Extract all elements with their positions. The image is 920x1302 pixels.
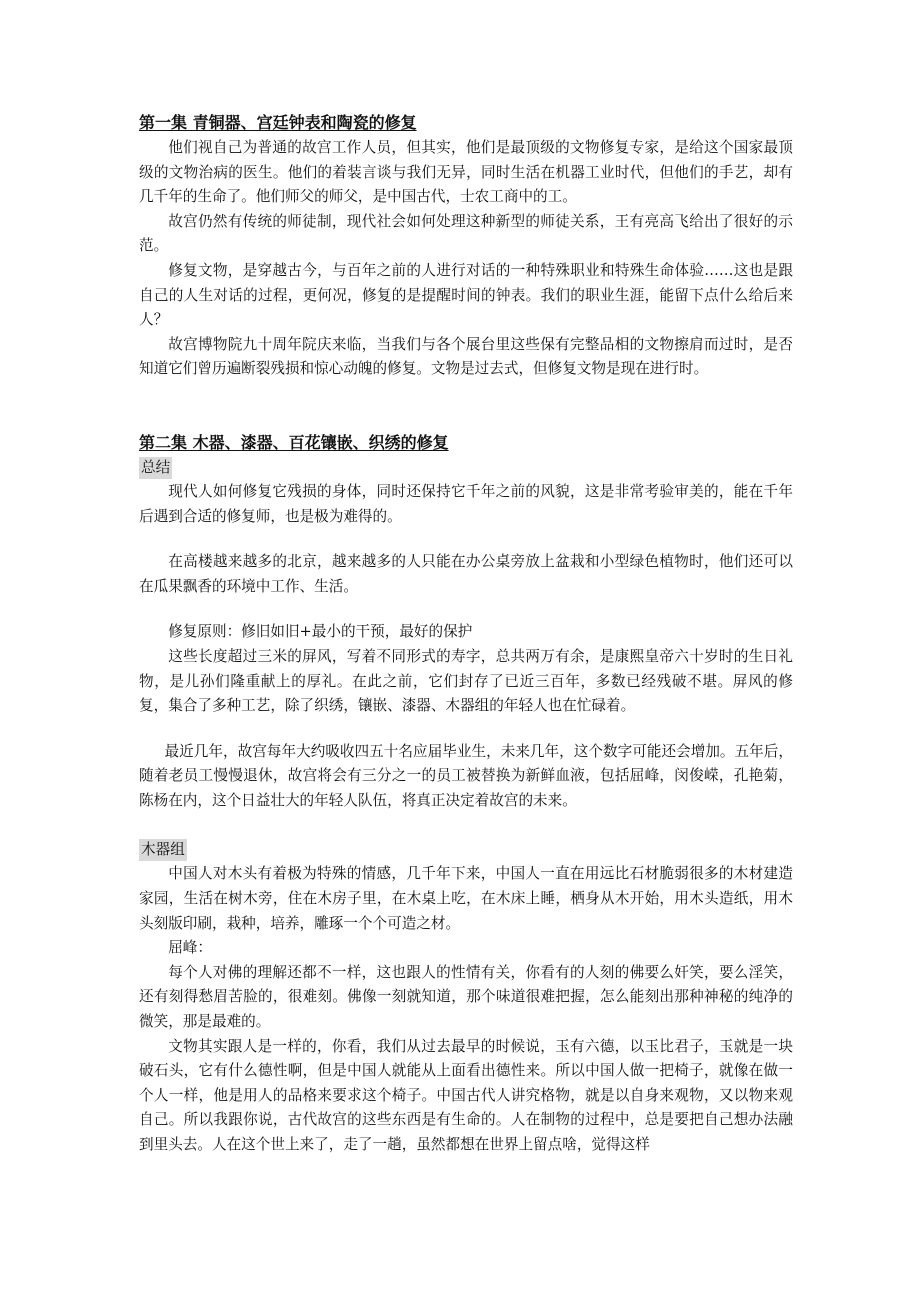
speaker-name: 屈峰： <box>168 939 212 957</box>
section-1-paragraph-2: 故宫仍然有传统的师徒制，现代社会如何处理这种新型的师徒关系，王有亮高飞给出了很好的示范。 <box>139 212 793 255</box>
section-2-paragraph-7: 文物其实跟人是一样的，你看，我们从过去最早的时候说，玉有六德，以玉比君子，玉就是一块破石头，它有什么德性啊，但是中国人就能从上面看出德性来。所以中国人做一把椅子，就像在做一个人一样，他是用人的品格来要求这个椅子。中国古代人讲究格物，就是以自身来观物，又以物来观自己。所以我跟你说，古代故宫的这些东西是有生命的。人在制物的过程中，总是要把自己想办法融到里头去。人在这个世上来了，走了一趟，虽然都想在世界上留点啥，觉得这样 <box>139 1037 793 1153</box>
section-1-title: 第一集 青铜器、宫廷钟表和陶瓷的修复 <box>139 113 417 132</box>
section-2-paragraph-1: 现代人如何修复它残损的身体，同时还保持它千年之前的风貌，这是非常考验审美的，能在千年后遇到合适的修复师，也是极为难得的。 <box>139 482 793 525</box>
summary-label: 总结 <box>139 457 172 479</box>
section-2-paragraph-3: 这些长度超过三米的屏风，写着不同形式的寿字，总共两万有余，是康熙皇帝六十岁时的生日礼物，是儿孙们隆重献上的厚礼。在此之前，它们封存了已近三百年，多数已经残破不堪。屏风的修复，集合了多种工艺，除了织绣，镶嵌、漆器、木器组的年轻人也在忙碌着。 <box>139 647 793 715</box>
blank-line <box>139 719 793 740</box>
blank-line <box>139 599 793 620</box>
section-2-paragraph-2: 在高楼越来越多的北京，越来越多的人只能在办公桌旁放上盆栽和小型绿色植物时，他们还可以在瓜果飘香的环境中工作、生活。 <box>139 553 793 595</box>
section-1-paragraph-4: 故宫博物院九十周年院庆来临，当我们与各个展台里这些保有完整品相的文物擦肩而过时，是否知道它们曾历遍断裂残损和惊心动魄的修复。文物是过去式，但修复文物是现在进行时。 <box>139 335 793 378</box>
section-1-paragraph-3: 修复文物，是穿越古今，与百年之前的人进行对话的一种特殊职业和特殊生命体验……这也是跟自己的人生对话的过程，更何况，修复的是提醒时间的钟表。我们的职业生涯，能留下点什么给后来人？ <box>139 261 793 329</box>
repair-principle: 修复原则：修旧如旧+最小的干预，最好的保护 <box>168 623 473 641</box>
section-2-paragraph-4: 最近几年，故宫每年大约吸收四五十名应届毕业生，未来几年，这个数字可能还会增加。五年后，随着老员工慢慢退休，故宫将会有三分之一的员工被替换为新鲜血液，包括屈峰，闵俊嵘，孔艳菊，陈杨在内，这个日益壮大的年轻人队伍，将真正决定着故宫的未来。 <box>139 742 793 809</box>
wood-group-label-row <box>139 838 793 862</box>
section-spacer <box>139 382 793 430</box>
wood-group-label: 木器组 <box>139 839 187 861</box>
blank-line <box>139 529 793 550</box>
summary-label-row <box>139 456 793 480</box>
section-1-paragraph-1: 他们视自己为普通的故宫工作人员，但其实，他们是最顶级的文物修复专家，是给这个国家最顶级的文物治病的医生。他们的着装言谈与我们无异，同时生活在机器工业时代，但他们的手艺，却有几千年的生命了。他们师父的师父，是中国古代，士农工商中的工。 <box>139 139 793 206</box>
section-2-title: 第二集 木器、漆器、百花镶嵌、织绣的修复 <box>139 432 449 452</box>
section-2-paragraph-6: 每个人对佛的理解还都不一样，这也跟人的性情有关，你看有的人刻的佛要么奸笑，要么淫笑，还有刻得愁眉苦脸的，很难刻。佛像一刻就知道，那个味道很难把握，怎么能刻出那种神秘的纯净的微笑，那是最难的。 <box>139 963 793 1031</box>
section-2-paragraph-5: 中国人对木头有着极为特殊的情感，几千年下来，中国人一直在用远比石材脆弱很多的木材建造家园，生活在树木旁，住在木房子里，在木桌上吃，在木床上睡，栖身从木开始，用木头造纸，用木头刻版印刷，栽种，培养，雕琢一个个可造之材。 <box>139 865 793 932</box>
document-body <box>139 110 793 1158</box>
blank-line <box>139 813 793 838</box>
